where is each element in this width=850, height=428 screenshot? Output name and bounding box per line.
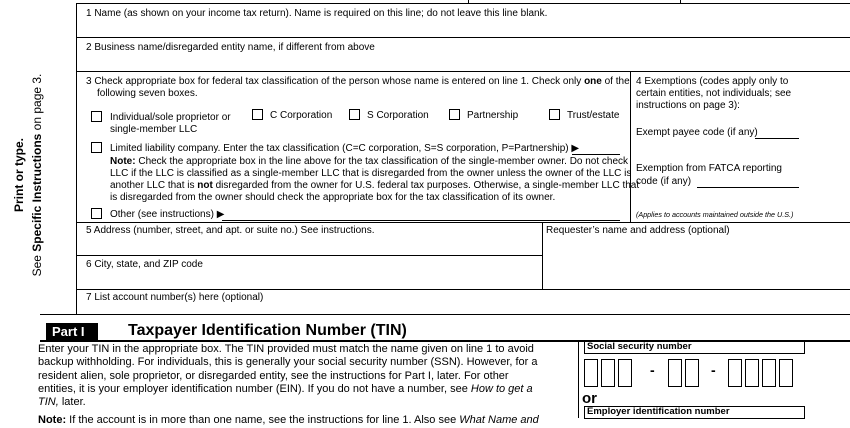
line6-label: 6 City, state, and ZIP code — [86, 259, 203, 270]
part1-note-bold: Note: — [38, 414, 67, 427]
tin-ref: TIN, — [38, 396, 59, 409]
fatca-applies-note: (Applies to accounts maintained outside the U.S.) — [636, 210, 794, 219]
line3-label-end: of the — [601, 76, 630, 87]
exemptions-divider — [630, 71, 631, 223]
fatca-label: Exemption from FATCA reporting — [636, 163, 782, 174]
individual-label-cont: single-member LLC — [110, 124, 198, 135]
part1-p5-text: later. — [58, 396, 86, 409]
specific-instructions-label — [28, 50, 46, 300]
header-tick-1 — [468, 0, 469, 4]
line5-label: 5 Address (number, street, and apt. or suite no.) See instructions. — [86, 225, 375, 236]
part1-p4-text: entities, it is your employer identification number (EIN). If you do not have a number, see — [38, 382, 471, 395]
what-name-ref: What Name and — [459, 414, 539, 427]
ssn-digit-5[interactable] — [685, 359, 699, 387]
individual-checkbox[interactable] — [91, 111, 102, 122]
line3-label-cont: following seven boxes. — [97, 88, 198, 99]
line3-label — [86, 76, 630, 88]
ssn-digit-4[interactable] — [668, 359, 682, 387]
c-corp-checkbox[interactable] — [252, 109, 263, 120]
individual-label: Individual/sole proprietor or — [110, 112, 231, 123]
ssn-dash-1: - — [650, 362, 655, 378]
line1-name-input[interactable] — [78, 20, 848, 36]
ssn-dash-2: - — [711, 362, 716, 378]
rule-after-line1 — [76, 37, 850, 38]
trust-estate-checkbox[interactable] — [549, 109, 560, 120]
c-corp-label: C Corporation — [270, 110, 333, 121]
requester-label: Requester’s name and address (optional) — [546, 225, 730, 236]
part1-note — [38, 414, 570, 427]
ssn-digit-8[interactable] — [762, 359, 776, 387]
rule-after-line3 — [76, 222, 850, 223]
llc-checkbox[interactable] — [91, 142, 102, 153]
ssn-digit-6[interactable] — [728, 359, 742, 387]
part1-p4 — [38, 383, 570, 396]
sidebar-instructions — [10, 50, 66, 300]
ssn-digit-9[interactable] — [779, 359, 793, 387]
llc-note-line3-text: another LLC that is — [110, 180, 198, 191]
other-input[interactable] — [222, 220, 620, 221]
line2-label: 2 Business name/disregarded entity name, if different from above — [86, 42, 375, 53]
top-rule — [76, 3, 850, 4]
llc-note-line4: is disregarded from the owner should check the appropriate box for the tax classification of its owner. — [110, 192, 556, 203]
exemptions-label-l2: certain entities, not individuals; see — [636, 88, 792, 99]
requester-divider — [542, 222, 543, 289]
line7-account-input[interactable] — [78, 304, 848, 314]
s-corp-checkbox[interactable] — [349, 109, 360, 120]
llc-note-text: Check the appropriate box in the line above for the tax classification of the single-member owner. Do not check — [135, 156, 629, 167]
exemptions-label-l3: instructions on page 3): — [636, 100, 740, 111]
line3-label-bold: one — [584, 76, 602, 87]
llc-note-not-bold: not — [197, 180, 213, 191]
llc-note-line1 — [110, 156, 628, 168]
or-label: or — [582, 390, 597, 407]
part1-badge: Part I — [46, 323, 98, 340]
rule-after-line6 — [76, 289, 850, 290]
ein-label: Employer identification number — [587, 406, 730, 417]
part1-p2: backup withholding. For individuals, this is generally your social security number (SSN). However, for a — [38, 356, 538, 369]
ssn-label: Social security number — [587, 341, 692, 352]
part1-p3: resident alien, sole proprietor, or disregarded entity, see the instructions for Part I, later. For other — [38, 369, 509, 382]
page-ref-text: on page 3. — [30, 73, 44, 134]
line5-address-input[interactable] — [78, 238, 540, 254]
line1-label: 1 Name (as shown on your income tax return). Name is required on this line; do not leave this line blank. — [86, 8, 548, 19]
how-to-get-tin-ref: How to get a — [470, 382, 533, 395]
part1-p1: Enter your TIN in the appropriate box. The TIN provided must match the name given on line 1 to avoid — [38, 343, 534, 355]
print-or-type-label: Print or type. — [12, 138, 26, 213]
ssn-digit-1[interactable] — [584, 359, 598, 387]
line2-business-name-input[interactable] — [78, 54, 848, 70]
fatca-code-input[interactable] — [697, 187, 799, 188]
exemptions-label: 4 Exemptions (codes apply only to — [636, 76, 789, 87]
llc-note-line2: LLC if the LLC is classified as a single-member LLC that is disregarded from the owner unless the owner of the LLC is — [110, 168, 632, 179]
ssn-digit-7[interactable] — [745, 359, 759, 387]
specific-instructions-bold: Specific Instructions — [30, 133, 44, 252]
sidebar-divider — [76, 3, 77, 315]
part1-title: Taxpayer Identification Number (TIN) — [128, 322, 407, 339]
see-text: See — [30, 251, 44, 277]
exempt-payee-label: Exempt payee code (if any) — [636, 127, 758, 138]
llc-note-line3-end: disregarded from the owner for U.S. federal tax purposes. Otherwise, a single-member LLC that — [212, 180, 640, 191]
llc-label: Limited liability company. Enter the tax classification (C=C corporation, S=S corporation, P=Partnership) ▶ — [110, 143, 580, 154]
header-tick-2 — [680, 0, 681, 4]
trust-estate-label: Trust/estate — [567, 110, 620, 121]
line6-city-state-zip-input[interactable] — [78, 272, 540, 288]
part1-instructions — [38, 343, 570, 428]
partnership-label: Partnership — [467, 110, 519, 121]
requester-input[interactable] — [544, 238, 848, 288]
part1-p5 — [38, 396, 570, 409]
partnership-checkbox[interactable] — [449, 109, 460, 120]
rule-after-line7 — [40, 314, 850, 315]
other-label: Other (see instructions) ▶ — [110, 209, 225, 220]
other-checkbox[interactable] — [91, 208, 102, 219]
tin-divider — [578, 341, 579, 418]
rule-after-line2 — [76, 71, 850, 72]
llc-note-bold: Note: — [110, 156, 136, 167]
line7-label: 7 List account number(s) here (optional) — [86, 292, 264, 303]
ssn-digit-3[interactable] — [618, 359, 632, 387]
part1-note-text: If the account is in more than one name, see the instructions for line 1. Also see — [66, 414, 460, 427]
exempt-payee-input[interactable] — [755, 138, 799, 139]
rule-after-line5 — [76, 255, 542, 256]
fatca-label-l2: code (if any) — [636, 176, 692, 187]
ssn-digit-2[interactable] — [601, 359, 615, 387]
llc-note-line3 — [110, 180, 639, 192]
s-corp-label: S Corporation — [367, 110, 429, 121]
line3-label-text: 3 Check appropriate box for federal tax classification of the person whose name is entered on line 1. Check only — [86, 76, 585, 87]
llc-classification-input[interactable] — [572, 154, 620, 155]
